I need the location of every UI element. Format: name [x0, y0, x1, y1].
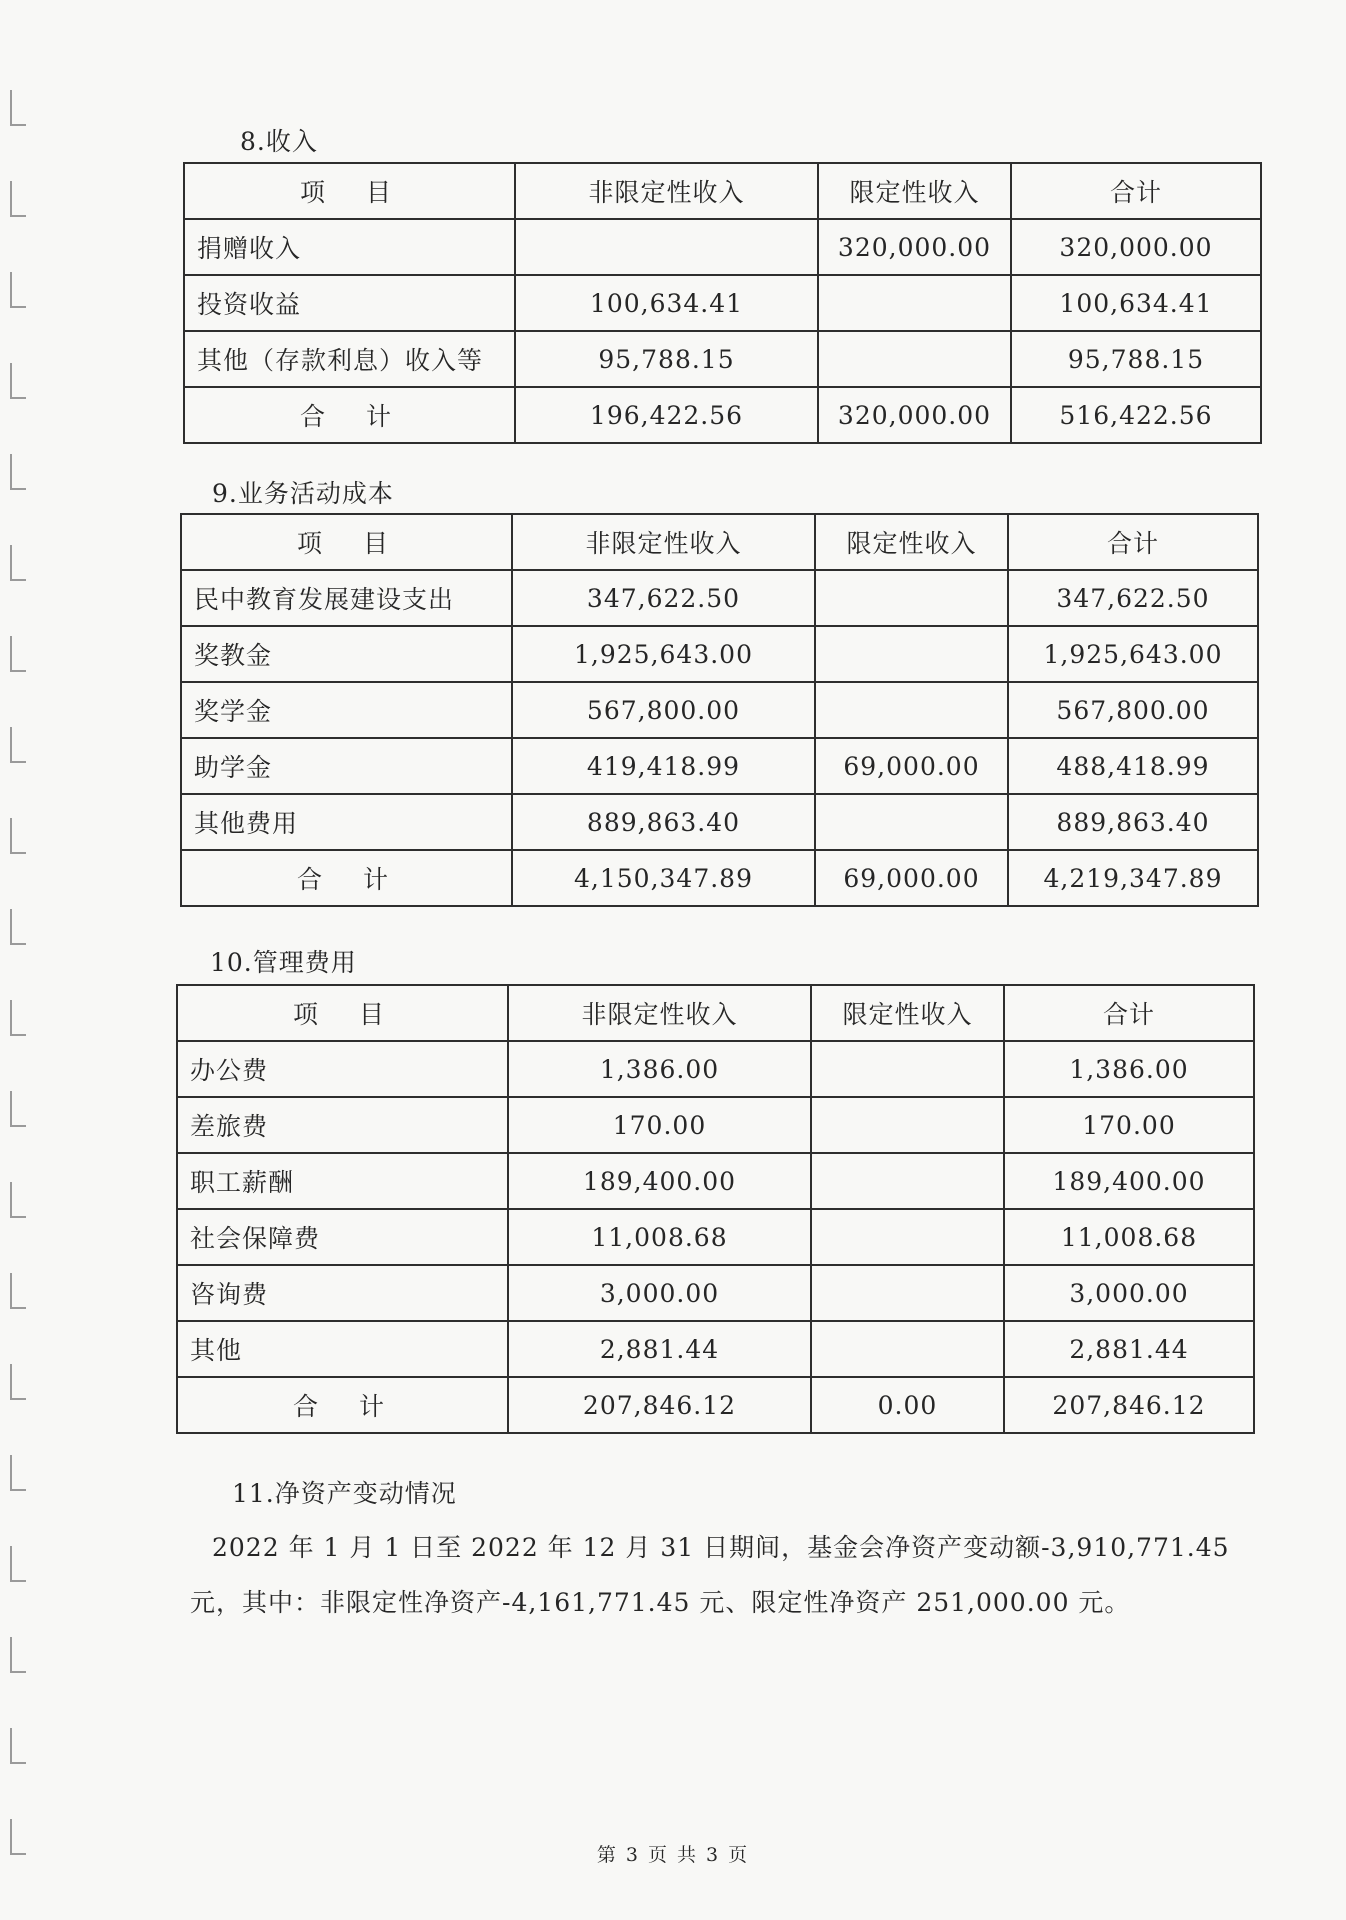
column-header: 项 目 [184, 163, 515, 219]
binding-tick-mark [10, 90, 26, 126]
column-header: 非限定性收入 [515, 163, 818, 219]
restricted-cell [811, 1097, 1004, 1153]
total-cell: 207,846.12 [1004, 1377, 1254, 1433]
total-cell: 889,863.40 [1008, 794, 1258, 850]
section-title-business-cost: 9.业务活动成本 [212, 479, 394, 508]
restricted-cell [811, 1041, 1004, 1097]
restricted-cell: 69,000.00 [815, 850, 1008, 906]
item-cell: 助学金 [181, 738, 512, 794]
table-row [177, 1209, 1254, 1265]
item-cell: 咨询费 [177, 1265, 508, 1321]
table-row [184, 275, 1261, 331]
total-cell: 100,634.41 [1011, 275, 1261, 331]
table-row [181, 570, 1258, 626]
table-header-row [181, 514, 1258, 570]
business-cost-table [180, 513, 1259, 907]
restricted-cell [815, 794, 1008, 850]
section-title-net-assets: 11.净资产变动情况 [232, 1479, 457, 1508]
total-cell: 347,622.50 [1008, 570, 1258, 626]
item-cell: 捐赠收入 [184, 219, 515, 275]
binding-tick-mark [10, 1364, 26, 1400]
binding-tick-mark [10, 909, 26, 945]
total-cell: 1,386.00 [1004, 1041, 1254, 1097]
restricted-cell [811, 1321, 1004, 1377]
restricted-cell [811, 1265, 1004, 1321]
column-header: 限定性收入 [818, 163, 1011, 219]
table-row [177, 1265, 1254, 1321]
table-row [184, 331, 1261, 387]
admin-expense-table [176, 984, 1255, 1434]
table-row [177, 1041, 1254, 1097]
unrestricted-cell: 419,418.99 [512, 738, 815, 794]
unrestricted-cell: 207,846.12 [508, 1377, 811, 1433]
unrestricted-cell: 347,622.50 [512, 570, 815, 626]
unrestricted-cell: 11,008.68 [508, 1209, 811, 1265]
binding-tick-mark [10, 1091, 26, 1127]
unrestricted-cell: 100,634.41 [515, 275, 818, 331]
table-row [177, 1097, 1254, 1153]
section-title-income: 8.收入 [240, 127, 318, 156]
unrestricted-cell: 189,400.00 [508, 1153, 811, 1209]
binding-tick-mark [10, 1637, 26, 1673]
page-footer: 第 3 页 共 3 页 [596, 1844, 750, 1866]
restricted-cell [815, 682, 1008, 738]
net-assets-paragraph-line1: 2022 年 1 月 1 日至 2022 年 12 月 31 日期间，基金会净资产变动额-3,910,771.45 [212, 1533, 1230, 1562]
unrestricted-cell: 567,800.00 [512, 682, 815, 738]
column-header: 合计 [1011, 163, 1261, 219]
binding-tick-mark [10, 363, 26, 399]
column-header: 限定性收入 [811, 985, 1004, 1041]
table-row [181, 682, 1258, 738]
column-header: 合计 [1004, 985, 1254, 1041]
table-row [181, 626, 1258, 682]
binding-tick-mark [10, 1182, 26, 1218]
column-header: 项 目 [177, 985, 508, 1041]
table-total-row [184, 387, 1261, 443]
item-cell: 社会保障费 [177, 1209, 508, 1265]
table-row [181, 794, 1258, 850]
binding-tick-mark [10, 454, 26, 490]
binding-tick-mark [10, 1728, 26, 1764]
table-header-row [177, 985, 1254, 1041]
total-cell: 4,219,347.89 [1008, 850, 1258, 906]
binding-tick-mark [10, 1000, 26, 1036]
unrestricted-cell: 1,386.00 [508, 1041, 811, 1097]
column-header: 合计 [1008, 514, 1258, 570]
total-cell: 170.00 [1004, 1097, 1254, 1153]
binding-tick-mark [10, 1455, 26, 1491]
total-cell: 488,418.99 [1008, 738, 1258, 794]
net-assets-paragraph-line2: 元，其中：非限定性净资产-4,161,771.45 元、限定性净资产 251,000.00 元。 [190, 1588, 1131, 1617]
binding-tick-mark [10, 636, 26, 672]
total-cell: 2,881.44 [1004, 1321, 1254, 1377]
restricted-cell [818, 331, 1011, 387]
table-total-row [177, 1377, 1254, 1433]
unrestricted-cell: 2,881.44 [508, 1321, 811, 1377]
total-label-cell: 合 计 [177, 1377, 508, 1433]
column-header: 非限定性收入 [508, 985, 811, 1041]
table-total-row [181, 850, 1258, 906]
item-cell: 投资收益 [184, 275, 515, 331]
item-cell: 奖学金 [181, 682, 512, 738]
item-cell: 奖教金 [181, 626, 512, 682]
unrestricted-cell: 196,422.56 [515, 387, 818, 443]
unrestricted-cell: 95,788.15 [515, 331, 818, 387]
item-cell: 民中教育发展建设支出 [181, 570, 512, 626]
unrestricted-cell: 170.00 [508, 1097, 811, 1153]
restricted-cell [818, 275, 1011, 331]
total-cell: 3,000.00 [1004, 1265, 1254, 1321]
binding-tick-mark [10, 545, 26, 581]
binding-tick-mark [10, 1273, 26, 1309]
total-cell: 11,008.68 [1004, 1209, 1254, 1265]
total-label-cell: 合 计 [181, 850, 512, 906]
restricted-cell: 320,000.00 [818, 387, 1011, 443]
item-cell: 职工薪酬 [177, 1153, 508, 1209]
item-cell: 其他（存款利息）收入等 [184, 331, 515, 387]
unrestricted-cell [515, 219, 818, 275]
binding-tick-mark [10, 818, 26, 854]
unrestricted-cell: 889,863.40 [512, 794, 815, 850]
total-label-cell: 合 计 [184, 387, 515, 443]
item-cell: 其他费用 [181, 794, 512, 850]
table-row [177, 1153, 1254, 1209]
binding-tick-mark [10, 272, 26, 308]
section-title-admin-expense: 10.管理费用 [210, 948, 357, 977]
total-cell: 1,925,643.00 [1008, 626, 1258, 682]
total-cell: 320,000.00 [1011, 219, 1261, 275]
item-cell: 差旅费 [177, 1097, 508, 1153]
unrestricted-cell: 1,925,643.00 [512, 626, 815, 682]
restricted-cell [815, 626, 1008, 682]
total-cell: 189,400.00 [1004, 1153, 1254, 1209]
income-table [183, 162, 1262, 444]
column-header: 限定性收入 [815, 514, 1008, 570]
unrestricted-cell: 3,000.00 [508, 1265, 811, 1321]
restricted-cell [811, 1153, 1004, 1209]
table-row [184, 219, 1261, 275]
binding-tick-mark [10, 1546, 26, 1582]
item-cell: 其他 [177, 1321, 508, 1377]
binding-margin-marks [0, 0, 40, 1920]
binding-tick-mark [10, 181, 26, 217]
table-header-row [184, 163, 1261, 219]
total-cell: 95,788.15 [1011, 331, 1261, 387]
column-header: 非限定性收入 [512, 514, 815, 570]
table-row [181, 738, 1258, 794]
binding-tick-mark [10, 727, 26, 763]
unrestricted-cell: 4,150,347.89 [512, 850, 815, 906]
table-row [177, 1321, 1254, 1377]
restricted-cell: 0.00 [811, 1377, 1004, 1433]
total-cell: 516,422.56 [1011, 387, 1261, 443]
item-cell: 办公费 [177, 1041, 508, 1097]
total-cell: 567,800.00 [1008, 682, 1258, 738]
restricted-cell [815, 570, 1008, 626]
restricted-cell [811, 1209, 1004, 1265]
restricted-cell: 69,000.00 [815, 738, 1008, 794]
column-header: 项 目 [181, 514, 512, 570]
restricted-cell: 320,000.00 [818, 219, 1011, 275]
